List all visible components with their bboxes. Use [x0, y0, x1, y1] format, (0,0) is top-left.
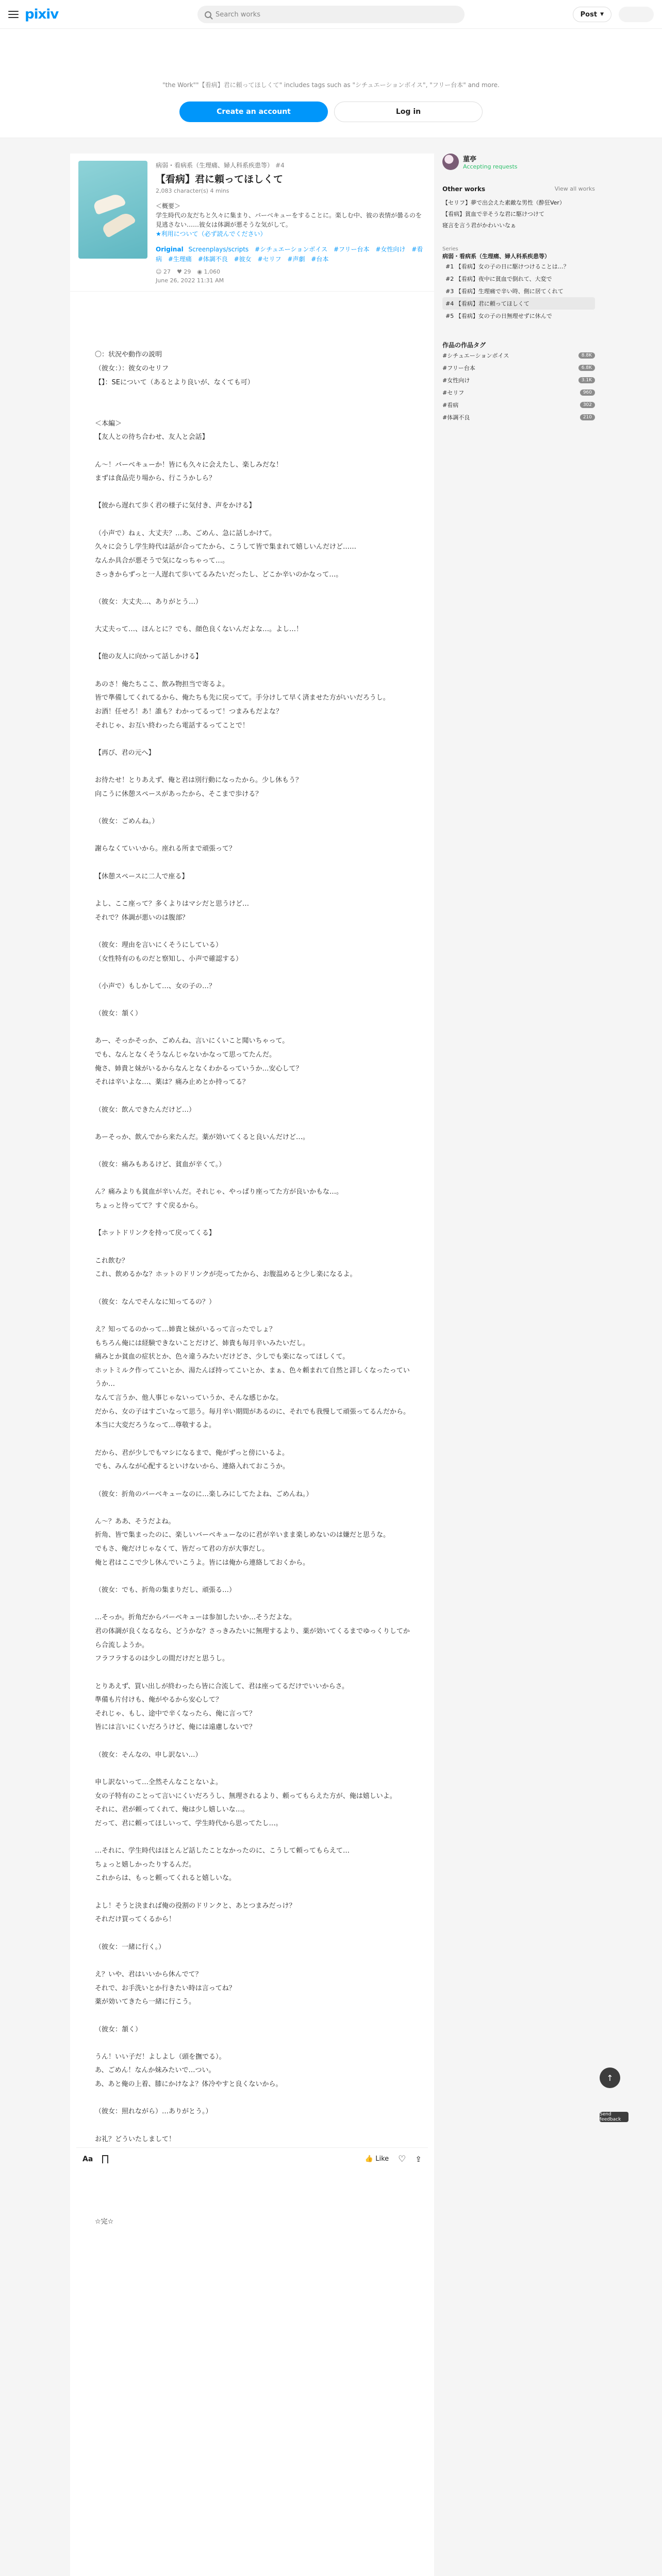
caption — [156, 201, 426, 239]
sidebar — [442, 154, 595, 423]
sidebar-series-label: Series — [442, 246, 458, 252]
view-count: ◉ 1,060 — [197, 268, 220, 276]
tag-item[interactable]: #女性向け — [375, 246, 406, 253]
sidebar-tag-name: #セリフ — [442, 389, 465, 396]
sidebar-tag-name: #フリー台本 — [442, 365, 475, 371]
caption-link[interactable]: ★利用について（必ず読んでください） — [156, 230, 267, 238]
cover-shoe-shape — [92, 192, 126, 215]
top-bar — [0, 0, 662, 29]
text-settings-button[interactable]: Aa — [82, 2155, 93, 2163]
send-feedback-button[interactable]: Send feedback — [600, 2112, 628, 2122]
work-meta — [156, 161, 426, 284]
novel-body: 〇：状況や動作の説明 （彼女：）：彼女のセリフ 【】：SEについて（あるとより良いが、なくても可） ＜本編＞ 【友人との待ち合わせ、友人と会話】 ん～！バーベキューか！皆にも久々に会えたし、楽しみだな！ まずは食品売り場から、行こうかしら？ 【彼から遅れて歩く君の様子に気付き、声をかける】 （小声で）ねぇ、大丈夫？…あ、ごめん、急に話しかけて。 久々に会うし学生時代は話が合ってたから、こうして皆で集まれて嬉しいんだけど…… なんか具合が悪そうで気になっちゃって…。 さっきからずっと一人遅れて歩いてるみたいだったし、どこか辛いのかなって…。 （彼女：大丈夫…、ありがとう…） 大丈夫って…、ほんとに？でも、顔色良くないんだよな…。よし…！ 【他の友人に向かって話しかける】 あのさ！俺たちここ、飲み物担当で寄るよ。 皆で準備してくれてるから、俺たちも先に戻ってて。手分けして早く済ませた方がいいだろうし。 お酒！任せろ！あ！誰も？わかってるって！つまみもだよな？ それじゃ、お互い終わったら電話するってことで！ 【再び、君の元へ】 お待たせ！とりあえず、俺と君は別行動になったから。少し休もう？ 向こうに休憩スペースがあったから、そこまで歩ける？ （彼女：ごめんね。） 謝らなくていいから。座れる所まで頑張って？ 【休憩スペースに二人で座る】 よし、ここ座って？多くよりはマシだと思うけど… それで？体調が悪いのは腹部？ （彼女：理由を言いにくそうにしている） （女性特有のものだと察知し、小声で確認する） （小声で）もしかして…、女の子の…？ （彼女：頷く） あー、そっかそっか、ごめんね、言いにくいこと聞いちゃって。 でも、なんとなくそうなんじゃないかなって思ってたんだ。 俺さ、姉貴と妹がいるからなんとなくわかるっていうか…安心して？ それは辛いよな…、薬は？痛み止めとか持ってる？ （彼女：飲んできたんだけど…） あーそっか、飲んでから来たんだ。薬が効いてくると良いんだけど…。 （彼女：痛みもあるけど、貧血が辛くて。） ん？痛みよりも貧血が辛いんだ。それじゃ、やっぱり座ってた方が良いかもな…。 ちょっと待ってて？すぐ戻るから。 【ホットドリンクを持って戻ってくる】 これ飲む？ これ、飲めるかな？ホットのドリンクが売ってたから、お腹温めると少し楽になるよ。 （彼女：なんでそんなに知ってるの？） え？知ってるのかって…姉貴と妹がいるって言ったでしょ？ もちろん俺には経験できないことだけど、姉貴も毎月辛いみたいだし。 痛みとか貧血の症状とか、色々違うみたいだけどさ、少しでも楽になってほしくて。 ホットミルク作ってこいとか、湯たんぽ持ってこいとか、まぁ、色々頼まれて自然と詳しくなったっていうか… なんて言うか、他人事じゃないっていうか、そんな感じかな。 だから、女の子はすごいなって思う。毎月辛い期間があるのに、それでも我慢して頑張ってるんだから。 本当に大変だろうなって…尊敬するよ。 だから、君が少しでもマシになるまで、俺がずっと傍にいるよ。 でも、みんなが心配するといけないから、連絡入れておこうか。 （彼女：折角のバーベキューなのに…楽しみにしてたよね、ごめんね。） ん～？ああ、そうだよね。 折角、皆で集まったのに、楽しいバーベキューなのに君が辛いまま楽しめないのは嫌だと思うな。 でもさ、俺だけじゃなくて、皆だって君の方が大事だし。 俺と君はここで少し休んでいこうよ。皆には俺から連絡しておくから。 （彼女：でも、折角の集まりだし、頑張る…） …そっか。折角だからバーベキューは参加したいか…そうだよな。 君の体調が良くなるなら、どうかな？さっきみたいに無理するより、薬が効いてくるまでゆっくりしてから合流しようか。 フラフラするのは少しの間だけだと思うし。 とりあえず、買い出しが終わったら皆に合流して、君は座ってるだけでいいからさ。 準備も片付けも、俺がやるから安心して？ それじゃ、もし、途中で辛くなったら、俺に言って？ 皆には言いにくいだろうけど、俺には遠慮しないで？ （彼女：そんなの、申し訳ない…） 申し訳ないって…全然そんなことないよ。 女の子特有のことって言いにくいだろうし、無理されるより、頼ってもらえた方が、俺は嬉しいよ。 それに、君が頼ってくれて、俺は少し嬉しいな…。 だって、君に頼ってほしいって、学生時代から思ってたし…。 …それに、学生時代はほとんど話したことなかったのに、こうして頼ってもらえて… ちょっと嬉しかったりするんだ。 これからは、もっと頼ってくれると嬉しいな。 よし！そうと決まれば俺の役割のドリンクと、あとつまみだっけ？ それだけ買ってくるから！ （彼女：一緒に行く。） え？いや、君はいいから休んでて？ それで、お手洗いとか行きたい時は言ってね？ 薬が効いてきたら一緒に行こう。 （彼女：頷く） うん！いい子だ！よしよし（頭を撫でる）。 あ、ごめん！なんか妹みたいで…つい。 あ、あと俺の上着、膝にかけなよ？体冷やすと良くないから。 （彼女：照れながら）…ありがとう。） お礼？どういたしまして！ ☆完☆ — [95, 351, 410, 2226]
sidebar-tag-row[interactable] — [442, 362, 595, 374]
sidebar-view-all-link[interactable]: View all works — [554, 185, 595, 192]
work-header — [70, 154, 434, 292]
pixiv-logo[interactable]: pixiv — [25, 6, 59, 22]
share-icon[interactable]: ⇪ — [415, 2154, 422, 2164]
tag-item[interactable]: #体調不良 — [197, 256, 228, 263]
sidebar-series-item-current[interactable]: #4 【看病】君に頼ってほしくて — [442, 297, 595, 310]
log-in-button[interactable]: Log in — [334, 101, 483, 122]
post-button[interactable] — [573, 7, 611, 22]
tag-item[interactable]: #声劇 — [287, 256, 305, 263]
sidebar-tag-row[interactable] — [442, 411, 595, 423]
post-label: Post — [580, 10, 598, 19]
work-stats: 2,083 character(s) 4 mins — [156, 188, 229, 194]
other-works-list — [442, 197, 595, 231]
thumbs-up-icon: 👍 — [365, 2155, 374, 2163]
other-work-item[interactable]: 寝言を言う君がかわいいなぁ — [442, 222, 516, 229]
tag-item[interactable]: #彼女 — [234, 256, 252, 263]
caption-text: 学生時代の友だちと久々に集まり、バーベキューをすることに。楽しむ中、彼の表情が曇るのを見逃さない……彼女は体調が悪そうな気がして。 — [156, 212, 422, 228]
other-works-header — [442, 185, 595, 193]
sidebar-tags-heading: 作品の作品タグ — [442, 342, 486, 349]
sidebar-series-item[interactable]: #3 【看病】生理痛で辛い時、側に居てくれて — [445, 288, 564, 295]
eye-icon: ◉ — [197, 268, 202, 276]
sidebar-tag-count: 3.1K — [578, 377, 595, 383]
like-count: ☺ 27 — [156, 268, 171, 276]
banner-buttons — [0, 101, 662, 122]
novel-main — [70, 154, 434, 2576]
bookmark-count: ♥ 29 — [176, 268, 191, 276]
caption-heading: ＜概要＞ — [156, 202, 181, 210]
chevron-down-icon: ▼ — [600, 12, 604, 17]
sidebar-tag-count: 6.8K — [578, 365, 595, 371]
sidebar-author — [442, 154, 595, 170]
search-icon — [205, 11, 211, 18]
sidebar-tag-name: #看病 — [442, 402, 459, 409]
sidebar-tag-row[interactable] — [442, 374, 595, 386]
sidebar-tag-name: #シチュエーションボイス — [442, 352, 509, 359]
sidebar-series-item[interactable]: #5 【看病】女の子の日無理せずに休んで — [445, 313, 552, 319]
create-account-button[interactable]: Create an account — [179, 101, 328, 122]
sidebar-tag-count: 210 — [580, 414, 595, 420]
sidebar-author-names — [463, 154, 518, 170]
like-icon: ☺ — [156, 268, 162, 276]
sidebar-tag-name: #体調不良 — [442, 414, 470, 421]
work-title: 【看病】君に頼ってほしくて — [156, 174, 284, 185]
cover-shoe-shape — [101, 210, 136, 239]
sidebar-series-title[interactable]: 病弱・看病系（生理痛、婦人科系疾患等） — [442, 253, 550, 260]
tag-list — [156, 245, 426, 264]
heart-icon: ♥ — [176, 268, 182, 276]
cover-image[interactable] — [78, 161, 147, 259]
sidebar-tag-row[interactable] — [442, 399, 595, 411]
series-name: 病弱・看病系（生理痛、婦人科系疾患等） — [156, 162, 274, 169]
like-button[interactable]: 👍 Like — [365, 2155, 389, 2163]
search-input[interactable] — [197, 6, 465, 23]
other-works-label: Other works — [442, 185, 486, 193]
tag-item[interactable]: #フリー台本 — [333, 246, 370, 253]
tag-original[interactable]: Original — [156, 246, 184, 253]
sidebar-author-name[interactable]: 菫亭 — [463, 156, 477, 163]
avatar[interactable] — [442, 154, 459, 170]
heart-icon[interactable]: ♡ — [398, 2154, 406, 2164]
other-work-item[interactable]: 【セリフ】夢で出会えた素敵な男性（酔狂Ver） — [442, 199, 565, 206]
bookmark-icon[interactable] — [102, 2155, 108, 2163]
tag-item[interactable]: #看病 — [156, 246, 423, 263]
sidebar-tag-count: 960 — [580, 389, 595, 396]
search-placeholder: Search works — [216, 10, 261, 19]
tag-item[interactable]: #セリフ — [257, 256, 282, 263]
sidebar-series-item[interactable]: #1 【看病】女の子の日に駆けつけることは…？ — [445, 263, 569, 270]
sidebar-tags — [442, 341, 595, 423]
signup-banner — [0, 29, 662, 138]
sidebar-series-item[interactable]: #2 【看病】夜中に貧血で倒れて、大変で — [445, 276, 552, 282]
sidebar-accepting-requests[interactable]: Accepting requests — [463, 163, 518, 170]
other-work-item[interactable]: 【看病】貧血で辛そうな君に駆けつけて — [442, 211, 544, 217]
banner-text: "the Work""【看病】君に頼ってほしくて" includes tags such as "シチュエーションボイス", "フリー台本" and more. — [162, 81, 500, 89]
sidebar-tag-count: 302 — [580, 402, 595, 408]
tag-item[interactable]: #台本 — [311, 256, 329, 263]
work-date: June 26, 2022 11:31 AM — [156, 277, 224, 284]
work-counts — [156, 268, 426, 275]
tag-item[interactable]: Screenplays/scripts — [188, 246, 249, 253]
reader-toolbar-actions — [365, 2154, 422, 2164]
sidebar-tag-row[interactable] — [442, 349, 595, 362]
sidebar-tag-row[interactable] — [442, 386, 595, 399]
series-number: #4 — [275, 162, 285, 169]
sidebar-tag-count: 8.8K — [578, 352, 595, 359]
series-link[interactable] — [156, 161, 426, 170]
sidebar-tag-name: #女性向け — [442, 377, 470, 384]
tag-item[interactable]: #シチュエーションボイス — [255, 246, 328, 253]
scroll-to-top-button[interactable]: ↑ — [600, 2067, 620, 2088]
login-placeholder-button[interactable] — [619, 7, 654, 22]
reader-toolbar — [76, 2147, 428, 2170]
sidebar-series — [442, 246, 595, 322]
menu-icon[interactable] — [8, 11, 19, 18]
tag-item[interactable]: #生理痛 — [168, 256, 192, 263]
